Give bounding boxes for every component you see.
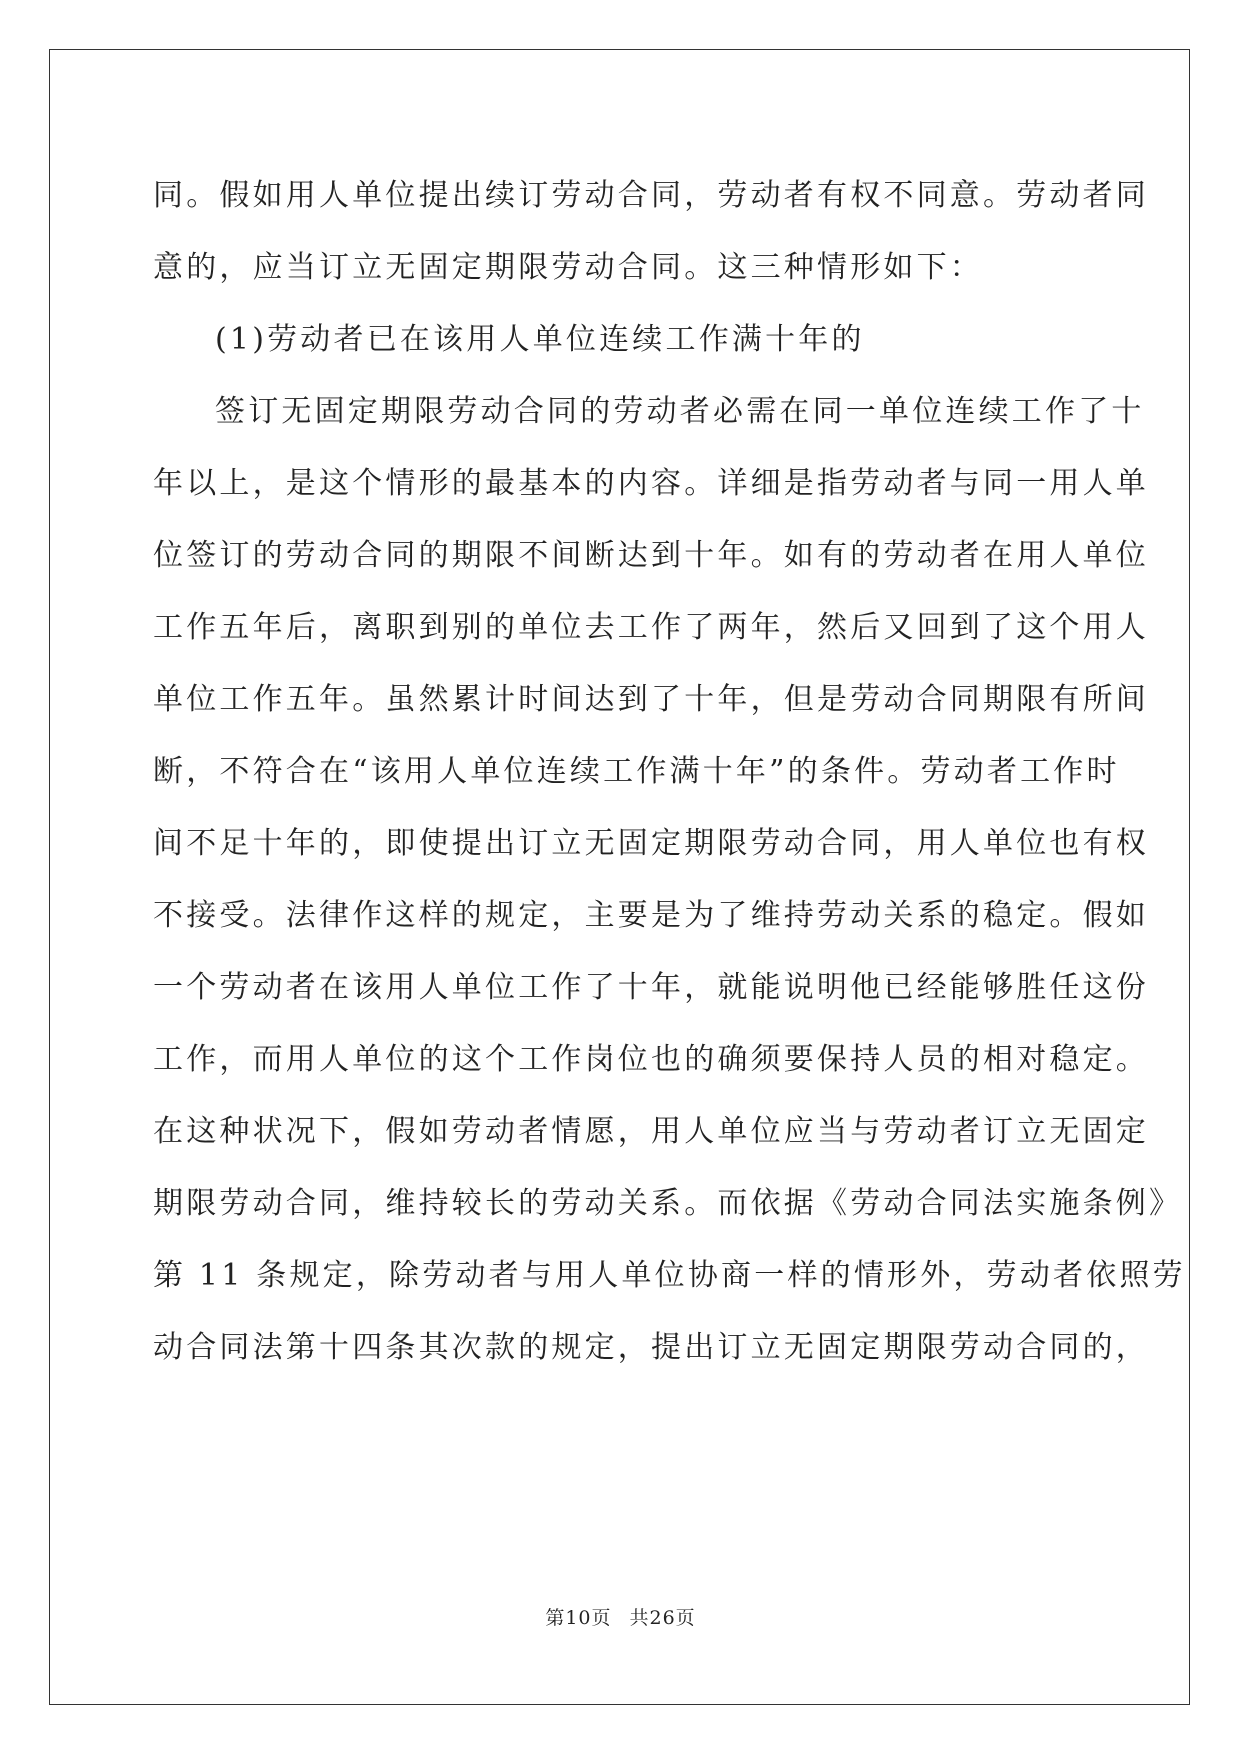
text-line: 间不足十年的，即使提出订立无固定期限劳动合同，用人单位也有权 (153, 826, 1149, 861)
text-line: 期限劳动合同，维持较长的劳动关系。而依据《劳动合同法实施条例》 (153, 1186, 1183, 1221)
text-line: 年以上，是这个情形的最基本的内容。详细是指劳动者与同一用人单 (153, 466, 1149, 501)
text-line: 第 11 条规定，除劳动者与用人单位协商一样的情形外，劳动者依照劳 (153, 1258, 1186, 1293)
text-line: 在这种状况下，假如劳动者情愿，用人单位应当与劳动者订立无固定 (153, 1114, 1149, 1149)
text-line: 意的，应当订立无固定期限劳动合同。这三种情形如下： (153, 250, 983, 285)
body-text (153, 160, 1186, 1384)
text-line: 一个劳动者在该用人单位工作了十年，就能说明他已经能够胜任这份 (153, 970, 1149, 1005)
text-line: 工作五年后，离职到别的单位去工作了两年，然后又回到了这个用人 (153, 610, 1149, 645)
text-line: 位签订的劳动合同的期限不间断达到十年。如有的劳动者在用人单位 (153, 538, 1149, 573)
text-line: 动合同法第十四条其次款的规定，提出订立无固定期限劳动合同的， (153, 1330, 1149, 1365)
text-line: 不接受。法律作这样的规定，主要是为了维持劳动关系的稳定。假如 (153, 898, 1149, 933)
page-number: 第10页 (545, 1607, 612, 1629)
text-line: 同。假如用人单位提出续订劳动合同，劳动者有权不同意。劳动者同 (153, 178, 1149, 213)
page-footer (0, 1603, 1241, 1630)
page-total: 共26页 (629, 1607, 696, 1629)
text-line: 签订无固定期限劳动合同的劳动者必需在同一单位连续工作了十 (215, 394, 1145, 429)
text-line-heading: (1)劳动者已在该用人单位连续工作满十年的 (215, 322, 865, 357)
text-line: 工作，而用人单位的这个工作岗位也的确须要保持人员的相对稳定。 (153, 1042, 1149, 1077)
text-line: 断，不符合在“该用人单位连续工作满十年”的条件。劳动者工作时 (153, 754, 1120, 789)
text-line: 单位工作五年。虽然累计时间达到了十年，但是劳动合同期限有所间 (153, 682, 1149, 717)
